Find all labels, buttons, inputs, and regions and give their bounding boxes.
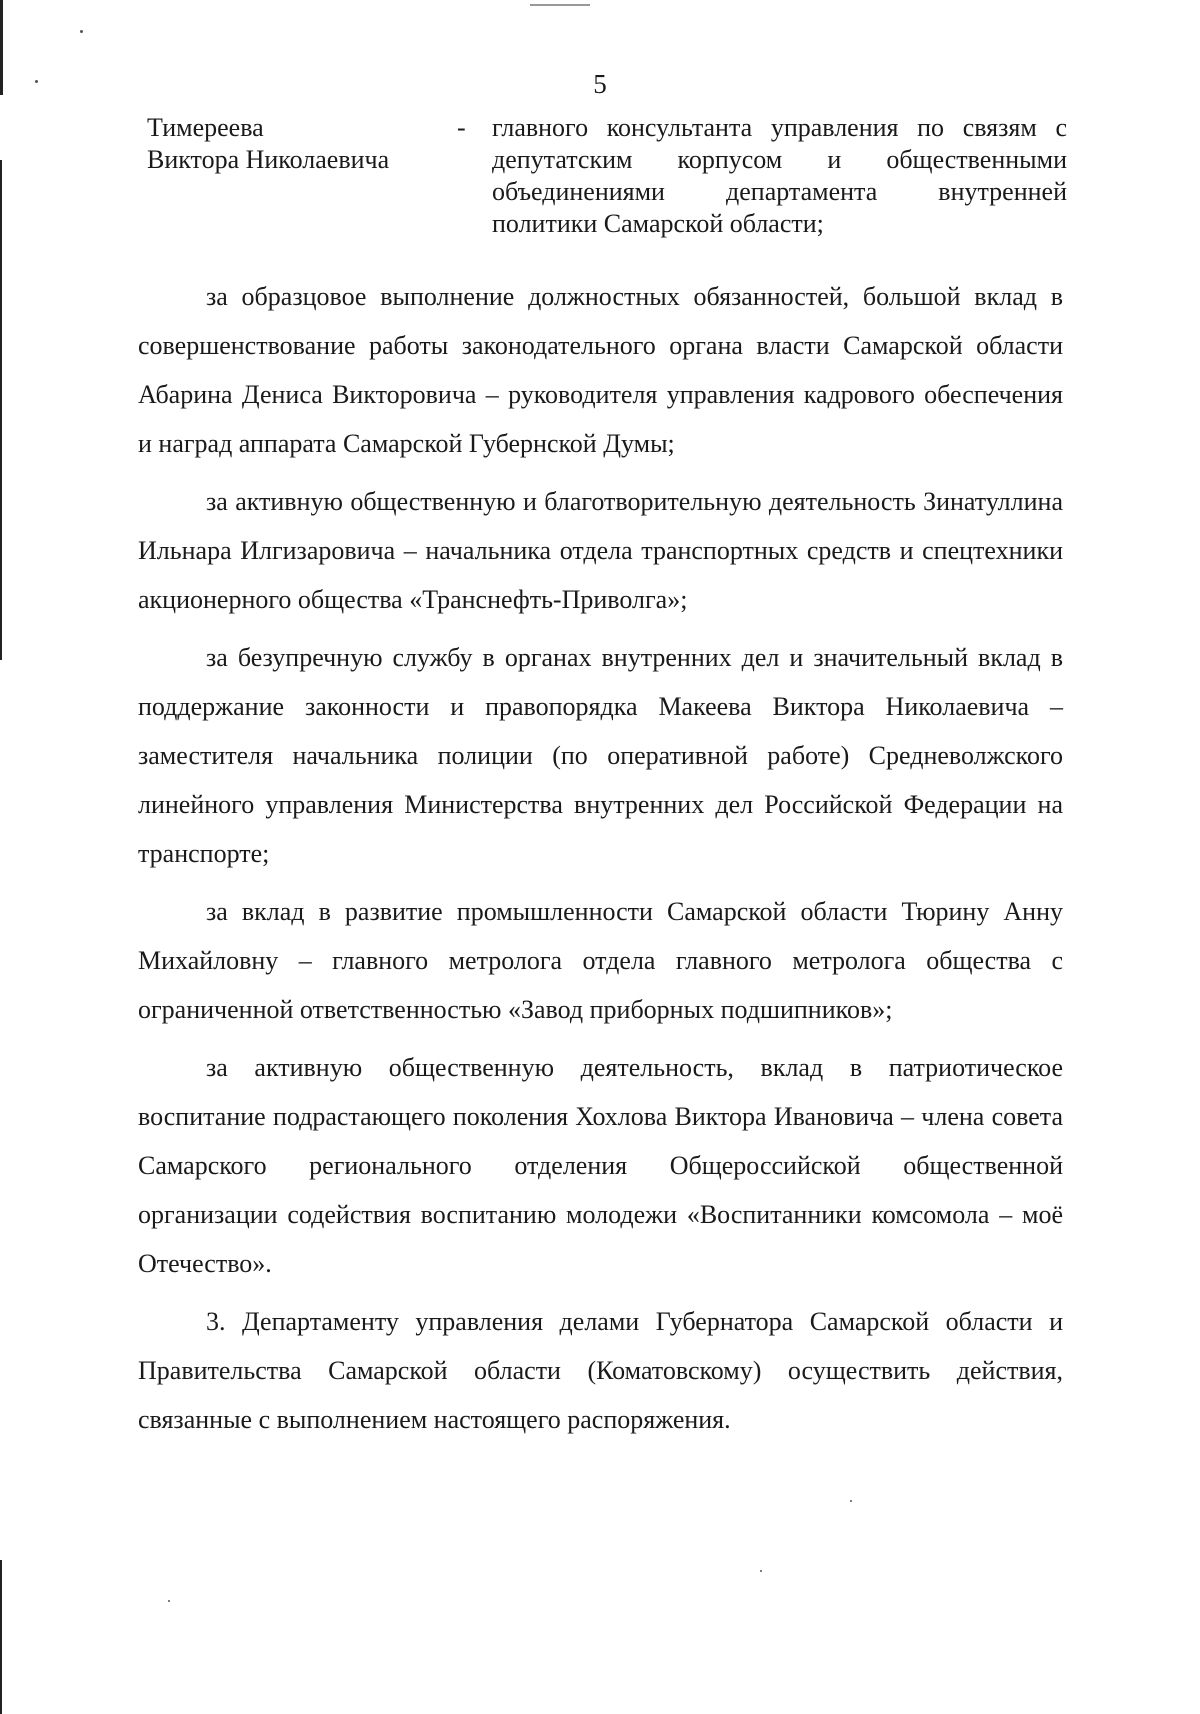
paragraph: за безупречную службу в органах внутренних дел и значительный вклад в поддержание законности и правопорядка Макеева Виктора Николаевича – заместителя начальника полиции (по оперативной работе) Средневолжского линейного управления Министерства внутренних дел Российской Федерации на транспорте;	[138, 643, 1063, 868]
scan-edge-mark	[0, 1560, 2, 1714]
body-text	[138, 272, 1063, 1453]
paragraph: за образцовое выполнение должностных обязанностей, большой вклад в совершенствование работы законодательного органа власти Самарской области Абарина Дениса Викторовича – руководителя управления кадрового обеспечения и наград аппарата Самарской Губернской Думы;	[138, 282, 1063, 458]
awardee-position: главного консультанта управления по связям с депутатским корпусом и общественными объединениями департамента внутренней политики Самарской области;	[492, 113, 1067, 238]
scan-speck	[168, 1600, 170, 1602]
scan-speck	[850, 1500, 852, 1502]
entry-dash: -	[457, 113, 466, 142]
scan-speck	[760, 1570, 762, 1572]
scan-speck	[530, 4, 590, 6]
page-number: 5	[593, 69, 607, 99]
award-entry	[147, 112, 1067, 252]
awardee-surname: Тимереева	[147, 113, 264, 142]
paragraph: за активную общественную и благотворительную деятельность Зинатуллина Ильнара Илгизаровича – начальника отдела транспортных средств и спецтехники акционерного общества «Транснефть-Приволга»;	[138, 487, 1063, 614]
scan-speck	[80, 30, 83, 33]
paragraph: за активную общественную деятельность, вклад в патриотическое воспитание подрастающего поколения Хохлова Виктора Ивановича – члена совета Самарского регионального отделения Общероссийской общественной организации содействия воспитанию молодежи «Воспитанники комсомола – моё Отечество».	[138, 1053, 1063, 1278]
awardee-name	[147, 112, 447, 176]
paragraph: за вклад в развитие промышленности Самарской области Тюрину Анну Михайловну – главного метролога отдела главного метролога общества с ограниченной ответственностью «Завод приборных подшипников»;	[138, 897, 1063, 1024]
scan-edge-mark	[0, 160, 2, 660]
paragraph: 3. Департаменту управления делами Губернатора Самарской области и Правительства Самарской области (Коматовскому) осуществить действия, связанные с выполнением настоящего распоряжения.	[138, 1307, 1063, 1434]
awardee-given-names: Виктора Николаевича	[147, 145, 390, 174]
